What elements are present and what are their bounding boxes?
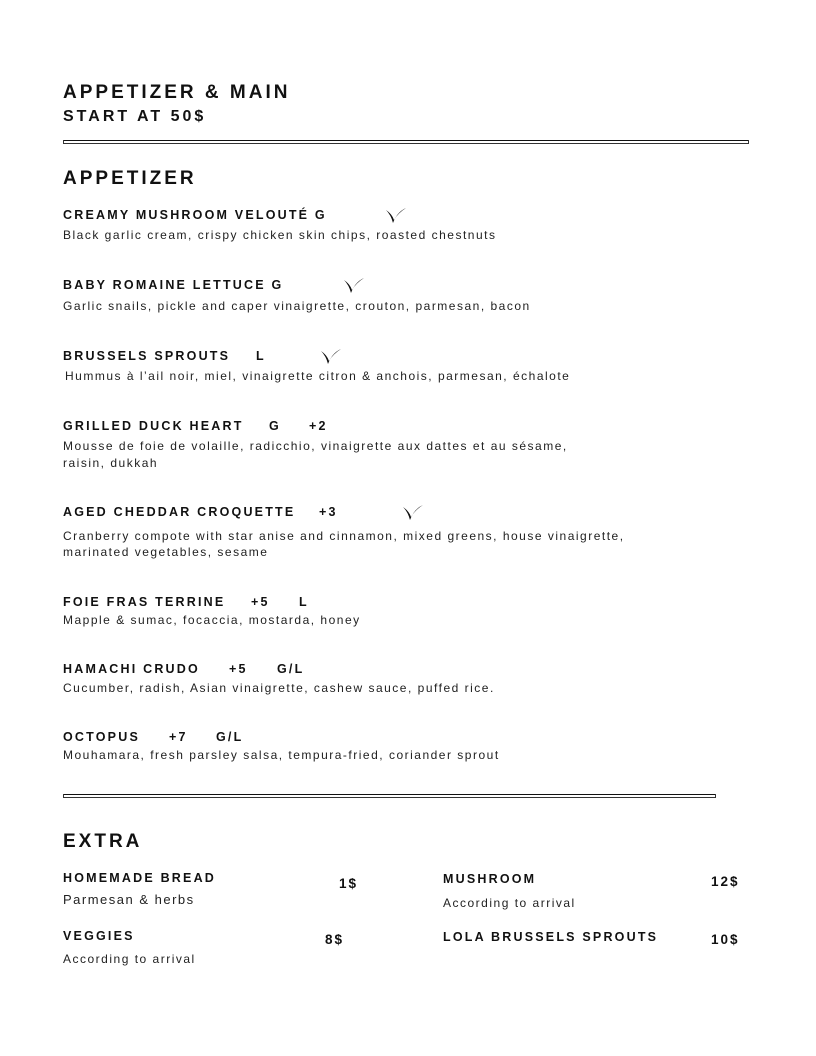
extra-item-name: MUSHROOM [443,872,537,886]
menu-item-name: OCTOPUS [63,730,140,744]
menu-item-name: BABY ROMAINE LETTUCE G [63,278,284,292]
extra-heading: EXTRA [63,831,143,852]
menu-item-desc: Hummus à l’ail noir, miel, vinaigrette citron & anchois, parmesan, échalote [65,369,571,383]
extra-item-price: 12$ [711,874,740,889]
extra-item-price: 1$ [339,876,359,891]
menu-item-desc: Garlic snails, pickle and caper vinaigrette, crouton, parmesan, bacon [63,299,531,313]
supplement-price: +2 [309,419,328,433]
section-divider [63,140,749,144]
extra-item-price: 8$ [325,932,345,947]
appetizer-heading: APPETIZER [63,168,197,189]
menu-item-desc: Cucumber, radish, Asian vinaigrette, cashew sauce, puffed rice. [63,681,495,695]
menu-item-desc-continued: marinated vegetables, sesame [63,545,269,559]
extra-item-desc: According to arrival [443,896,576,910]
dietary-tag: L [299,595,309,609]
leaf-icon [385,207,407,225]
dietary-tag: G/L [277,662,305,676]
dietary-tag: L [256,349,266,363]
menu-item-desc: Black garlic cream, crispy chicken skin chips, roasted chestnuts [63,228,497,242]
extra-item-desc: Parmesan & herbs [63,892,195,907]
supplement-price: +3 [319,505,338,519]
supplement-price: +7 [169,730,188,744]
supplement-price: +5 [251,595,270,609]
dietary-tag: G [269,419,281,433]
menu-item-name: BRUSSELS SPROUTS [63,349,231,363]
section-divider [63,794,716,798]
menu-item-name: FOIE FRAS TERRINE [63,595,226,609]
leaf-icon [343,277,365,295]
menu-item-desc: Cranberry compote with star anise and cinnamon, mixed greens, house vinaigrette, [63,529,625,543]
extra-item-desc: According to arrival [63,952,196,966]
menu-item-name: CREAMY MUSHROOM VELOUTÉ G [63,208,327,222]
menu-item-name: AGED CHEDDAR CROQUETTE [63,505,296,519]
extra-item-name: HOMEMADE BREAD [63,871,217,885]
leaf-icon [320,348,342,366]
supplement-price: +5 [229,662,248,676]
extra-item-name: VEGGIES [63,929,135,943]
leaf-icon [402,504,424,522]
menu-item-desc-continued: raisin, dukkah [63,456,159,470]
menu-item-desc: Mapple & sumac, focaccia, mostarda, honey [63,613,361,627]
menu-item-desc: Mouhamara, fresh parsley salsa, tempura-fried, coriander sprout [63,748,500,762]
extra-item-name: LOLA BRUSSELS SPROUTS [443,930,659,944]
menu-subtitle: START AT 50$ [63,108,207,125]
menu-title: APPETIZER & MAIN [63,82,291,103]
menu-item-name: GRILLED DUCK HEART [63,419,244,433]
menu-item-name: HAMACHI CRUDO [63,662,200,676]
menu-item-desc: Mousse de foie de volaille, radicchio, vinaigrette aux dattes et au sésame, [63,439,568,453]
extra-item-price: 10$ [711,932,740,947]
dietary-tag: G/L [216,730,244,744]
